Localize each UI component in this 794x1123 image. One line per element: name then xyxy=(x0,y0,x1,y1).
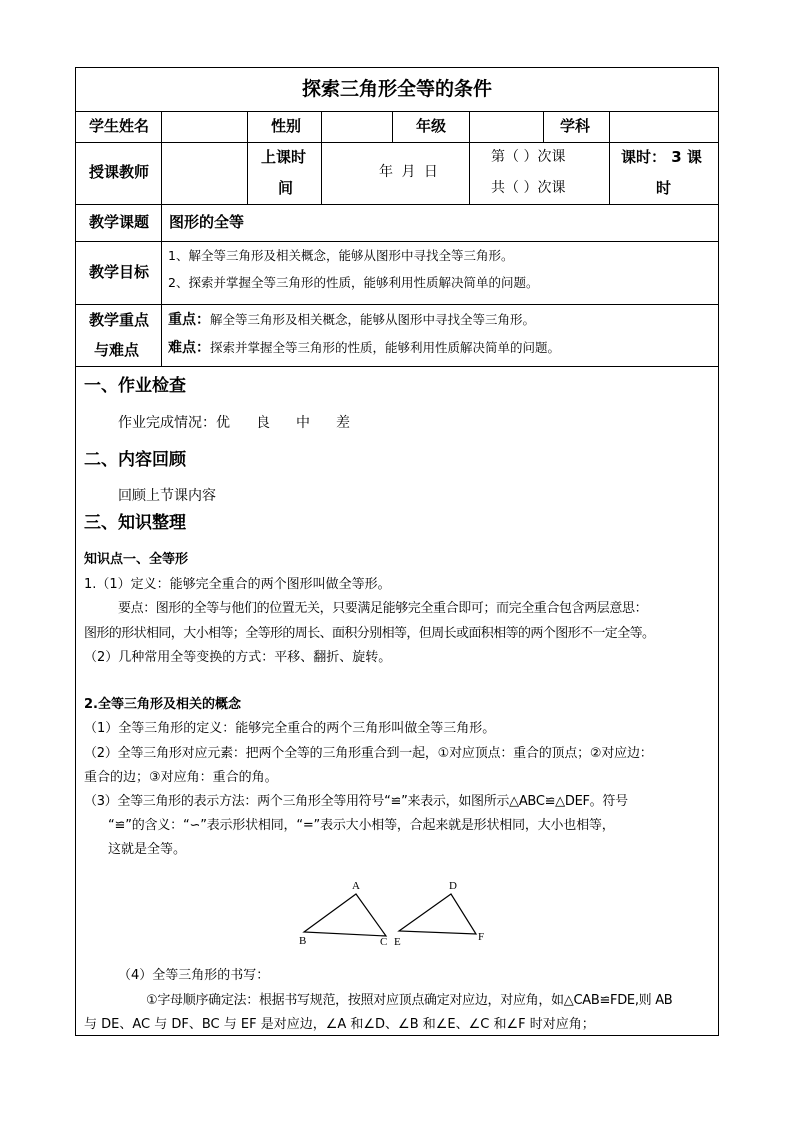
key-label: 重点： xyxy=(168,312,210,328)
rating-option: 差 xyxy=(336,415,350,431)
subject-label: 学科 xyxy=(560,117,591,135)
page-title: 探索三角形全等的条件 xyxy=(301,78,492,100)
date-field: 年 月 日 xyxy=(379,164,438,180)
section-heading: 一、作业检查 xyxy=(84,376,186,396)
paragraph-line: 这就是全等。 xyxy=(108,842,187,857)
key-point-line xyxy=(168,313,535,327)
knowledge-point-title: 2.全等三角形及相关的概念 xyxy=(84,697,241,712)
paragraph-line: 与 DE、AC 与 DF、BC 与 EF 是对应边，∠A 和∠D、∠B 和∠E、∠C 和∠F 时对应角； xyxy=(84,1017,595,1032)
vertex-label-d: D xyxy=(449,880,457,892)
row-divider xyxy=(76,241,718,242)
vertex-label-a: A xyxy=(352,880,360,892)
paragraph-line: （2）几种常用全等变换的方式：平移、翻折、旋转。 xyxy=(84,650,392,665)
row-divider xyxy=(76,304,718,305)
topic-label: 教学课题 xyxy=(89,213,150,231)
review-line: 回顾上节课内容 xyxy=(118,488,216,504)
key-points-label: 教学重点 xyxy=(89,311,150,329)
homework-status xyxy=(118,416,350,430)
column-divider xyxy=(469,111,470,204)
key-points-label-cont: 与难点 xyxy=(94,341,140,359)
difficult-text: 探索并掌握全等三角形的性质，能够利用性质解决简单的问题。 xyxy=(210,340,561,355)
session-total: 共（ ）次课 xyxy=(491,180,566,196)
paragraph-line: 1.（1）定义：能够完全重合的两个图形叫做全等形。 xyxy=(84,577,391,592)
paragraph-line: （4）全等三角形的书写： xyxy=(118,968,270,983)
goal-item: 1、解全等三角形及相关概念，能够从图形中寻找全等三角形。 xyxy=(168,248,514,263)
class-time-label: 上课时 xyxy=(261,148,307,166)
column-divider xyxy=(609,111,610,204)
topic-value: 图形的全等 xyxy=(169,213,245,231)
knowledge-point-title: 知识点一、全等形 xyxy=(84,552,189,567)
hours-field-cont: 时 xyxy=(656,179,672,197)
gender-label: 性别 xyxy=(271,117,302,135)
class-time-label-cont: 间 xyxy=(278,179,294,197)
goal-item: 2、探索并掌握全等三角形的性质，能够利用性质解决简单的问题。 xyxy=(168,275,539,290)
column-divider xyxy=(543,111,544,142)
rating-option: 中 xyxy=(296,415,310,431)
paragraph-line: ①字母顺序确定法：根据书写规范，按照对应顶点确定对应边，对应角，如△CAB≌FDE,则 AB xyxy=(146,993,673,1008)
column-divider xyxy=(392,111,393,142)
difficult-label: 难点： xyxy=(168,340,210,356)
column-divider xyxy=(161,111,162,366)
triangle-abc xyxy=(304,894,386,936)
goals-label: 教学目标 xyxy=(89,263,150,281)
column-divider xyxy=(321,111,322,204)
grade-label: 年级 xyxy=(416,117,447,135)
paragraph-line: 要点：图形的全等与他们的位置无关，只要满足能够完全重合即可；而完全重合包含两层意思： xyxy=(118,601,648,616)
row-divider xyxy=(76,366,718,367)
lesson-plan-sheet xyxy=(75,67,719,1036)
paragraph-line: （3）全等三角形的表示方法：两个三角形全等用符号“≌”来表示，如图所示△ABC≌△DEF。符号 xyxy=(84,794,628,809)
key-text: 解全等三角形及相关概念，能够从图形中寻找全等三角形。 xyxy=(210,312,536,327)
paragraph-line: （1）全等三角形的定义：能够完全重合的两个三角形叫做全等三角形。 xyxy=(84,721,496,736)
paragraph-line: （2）全等三角形对应元素：把两个全等的三角形重合到一起，①对应顶点：重合的顶点；②对应边： xyxy=(84,746,653,761)
row-divider xyxy=(76,111,718,112)
difficult-point-line xyxy=(168,341,560,355)
rating-option: 优 xyxy=(216,415,230,431)
vertex-label-f: F xyxy=(478,931,485,943)
triangle-def xyxy=(399,894,476,934)
hours-field: 课时： 3 课 xyxy=(621,148,702,166)
section-heading: 二、内容回顾 xyxy=(84,450,186,470)
student-name-label: 学生姓名 xyxy=(89,117,150,135)
section-heading: 三、知识整理 xyxy=(84,513,186,533)
homework-status-label: 作业完成情况： xyxy=(118,415,216,431)
vertex-label-e: E xyxy=(394,936,401,948)
session-nth: 第（ ）次课 xyxy=(491,149,566,165)
paragraph-line: 图形的形状相同，大小相等；全等形的周长、面积分别相等，但周长或面积相等的两个图形不一定全等。 xyxy=(84,626,655,641)
rating-option: 良 xyxy=(256,415,270,431)
vertex-label-c: C xyxy=(380,936,388,948)
column-divider xyxy=(247,111,248,204)
paragraph-line: 重合的边；③对应角：重合的角。 xyxy=(84,770,278,785)
row-divider xyxy=(76,204,718,205)
vertex-label-b: B xyxy=(299,935,307,947)
row-divider xyxy=(76,142,718,143)
paragraph-line: “≌”的含义：“∽”表示形状相同，“=”表示大小相等，合起来就是形状相同，大小也相等， xyxy=(108,818,615,833)
congruent-triangles-figure xyxy=(291,874,506,949)
teacher-label: 授课教师 xyxy=(89,163,150,181)
